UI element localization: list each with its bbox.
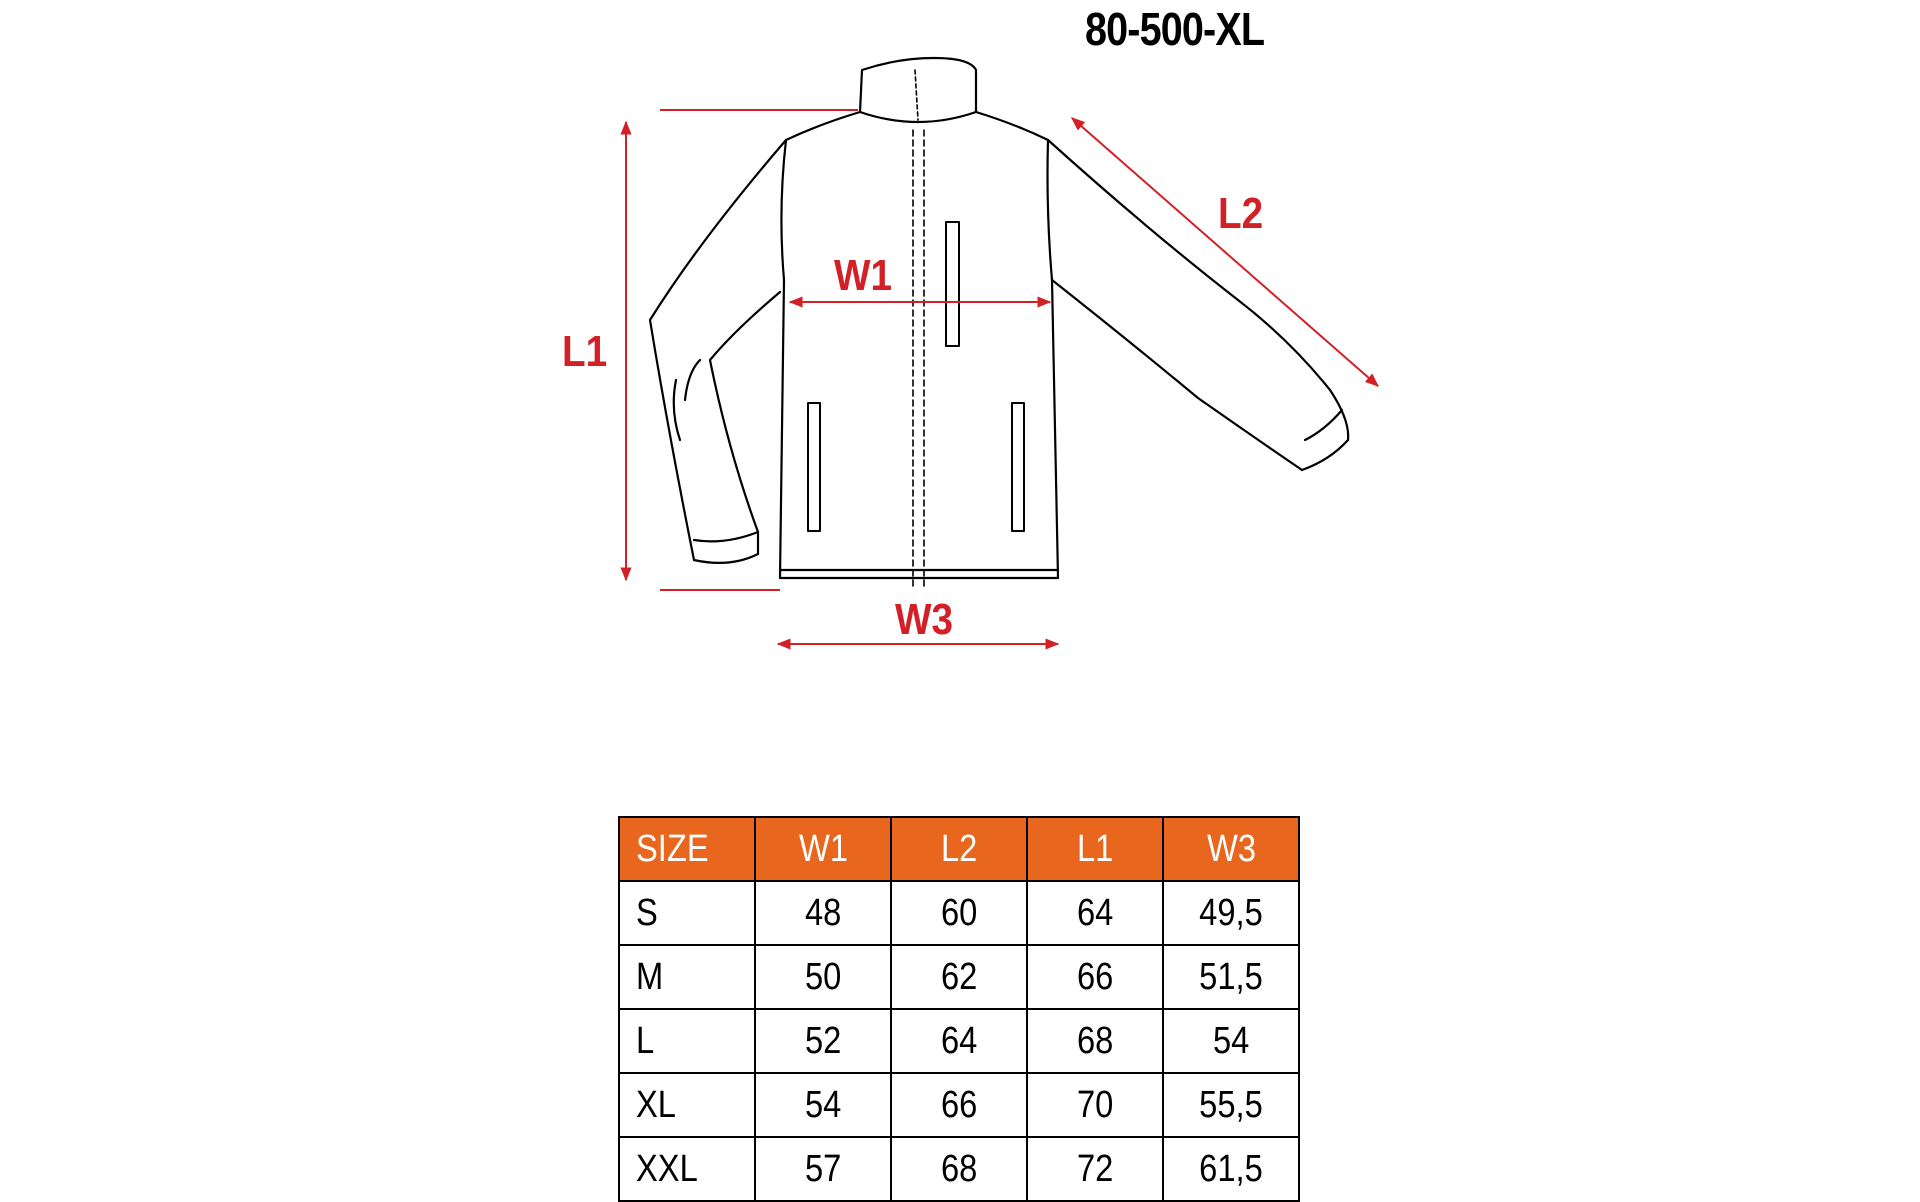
header-l2 bbox=[891, 817, 1027, 881]
l2-value: 68 bbox=[940, 1147, 978, 1190]
jacket-chest-pocket bbox=[946, 222, 959, 346]
jacket-left-sleeve-inner bbox=[710, 292, 780, 532]
l1-value: 64 bbox=[1076, 891, 1114, 934]
l1-cell bbox=[1027, 1009, 1163, 1073]
jacket-right-shoulder bbox=[976, 112, 1048, 140]
w3-cell bbox=[1163, 1009, 1299, 1073]
w1-value: 54 bbox=[804, 1083, 842, 1126]
l2-label: L2 bbox=[1218, 187, 1264, 238]
w1-value: 48 bbox=[804, 891, 842, 934]
l1-value: 66 bbox=[1076, 955, 1114, 998]
header-w1 bbox=[755, 817, 891, 881]
jacket-right-sleeve-inner bbox=[1052, 280, 1302, 470]
header-l2-text: L2 bbox=[940, 827, 978, 870]
w1-cell bbox=[755, 1009, 891, 1073]
l1-label: L1 bbox=[562, 325, 608, 376]
product-code: 80-500-XL bbox=[1085, 3, 1265, 55]
w1-cell bbox=[755, 945, 891, 1009]
l1-cell bbox=[1027, 1073, 1163, 1137]
l2-cell bbox=[891, 1073, 1027, 1137]
size-value: XL bbox=[636, 1083, 676, 1126]
l2-value: 64 bbox=[940, 1019, 978, 1062]
size-value: M bbox=[636, 955, 664, 998]
l2-dimension-line bbox=[1072, 118, 1378, 386]
header-w3 bbox=[1163, 817, 1299, 881]
w3-value: 55,5 bbox=[1199, 1083, 1263, 1126]
jacket-left-sleeve-crease bbox=[674, 360, 700, 440]
l1-cell bbox=[1027, 1137, 1163, 1201]
header-w1-text: W1 bbox=[798, 827, 848, 870]
jacket-zipper-top bbox=[915, 70, 918, 120]
table-row bbox=[619, 1009, 1299, 1073]
jacket-left-cuff bbox=[694, 532, 758, 563]
l2-value: 66 bbox=[940, 1083, 978, 1126]
l1-value: 72 bbox=[1076, 1147, 1114, 1190]
w1-cell bbox=[755, 881, 891, 945]
w1-value: 57 bbox=[804, 1147, 842, 1190]
table-row bbox=[619, 945, 1299, 1009]
w3-value: 49,5 bbox=[1199, 891, 1263, 934]
w3-label: W3 bbox=[895, 593, 954, 644]
w1-label: W1 bbox=[834, 249, 893, 300]
jacket-outline bbox=[650, 58, 1348, 588]
w3-value: 61,5 bbox=[1199, 1147, 1263, 1190]
jacket-right-pocket bbox=[1012, 403, 1024, 531]
w3-value: 54 bbox=[1212, 1019, 1250, 1062]
jacket-body-left-side bbox=[780, 140, 786, 578]
w3-value: 51,5 bbox=[1199, 955, 1263, 998]
l1-cell bbox=[1027, 881, 1163, 945]
w3-cell bbox=[1163, 945, 1299, 1009]
l2-cell bbox=[891, 1009, 1027, 1073]
jacket-collar bbox=[860, 58, 976, 112]
table-row bbox=[619, 1073, 1299, 1137]
w1-cell bbox=[755, 1073, 891, 1137]
w1-value: 52 bbox=[804, 1019, 842, 1062]
table-row bbox=[619, 1137, 1299, 1201]
header-size bbox=[619, 817, 755, 881]
table-row bbox=[619, 881, 1299, 945]
w3-cell bbox=[1163, 1073, 1299, 1137]
l1-value: 68 bbox=[1076, 1019, 1114, 1062]
size-cell bbox=[619, 1009, 755, 1073]
dimension-lines bbox=[626, 110, 1378, 644]
jacket-right-sleeve-outer bbox=[1048, 140, 1348, 440]
l2-cell bbox=[891, 1137, 1027, 1201]
l2-value: 60 bbox=[940, 891, 978, 934]
size-table-header-row bbox=[619, 817, 1299, 881]
size-value: S bbox=[636, 891, 658, 934]
l2-cell bbox=[891, 945, 1027, 1009]
l2-cell bbox=[891, 881, 1027, 945]
jacket-right-cuff bbox=[1302, 410, 1348, 470]
header-l1-text: L1 bbox=[1076, 827, 1114, 870]
jacket-left-shoulder bbox=[786, 112, 860, 140]
size-value: XXL bbox=[636, 1147, 698, 1190]
header-size-text: SIZE bbox=[636, 827, 709, 870]
l1-cell bbox=[1027, 945, 1163, 1009]
jacket-zipper bbox=[913, 130, 924, 588]
size-cell bbox=[619, 1137, 755, 1201]
size-cell bbox=[619, 881, 755, 945]
size-cell bbox=[619, 945, 755, 1009]
w1-cell bbox=[755, 1137, 891, 1201]
size-cell bbox=[619, 1073, 755, 1137]
w1-value: 50 bbox=[804, 955, 842, 998]
size-value: L bbox=[636, 1019, 655, 1062]
l1-value: 70 bbox=[1076, 1083, 1114, 1126]
w3-cell bbox=[1163, 881, 1299, 945]
l2-value: 62 bbox=[940, 955, 978, 998]
header-w3-text: W3 bbox=[1206, 827, 1256, 870]
size-chart-table bbox=[618, 816, 1300, 1202]
header-l1 bbox=[1027, 817, 1163, 881]
jacket-body-right-side bbox=[1048, 140, 1059, 578]
w3-cell bbox=[1163, 1137, 1299, 1201]
jacket-left-pocket bbox=[808, 403, 820, 531]
